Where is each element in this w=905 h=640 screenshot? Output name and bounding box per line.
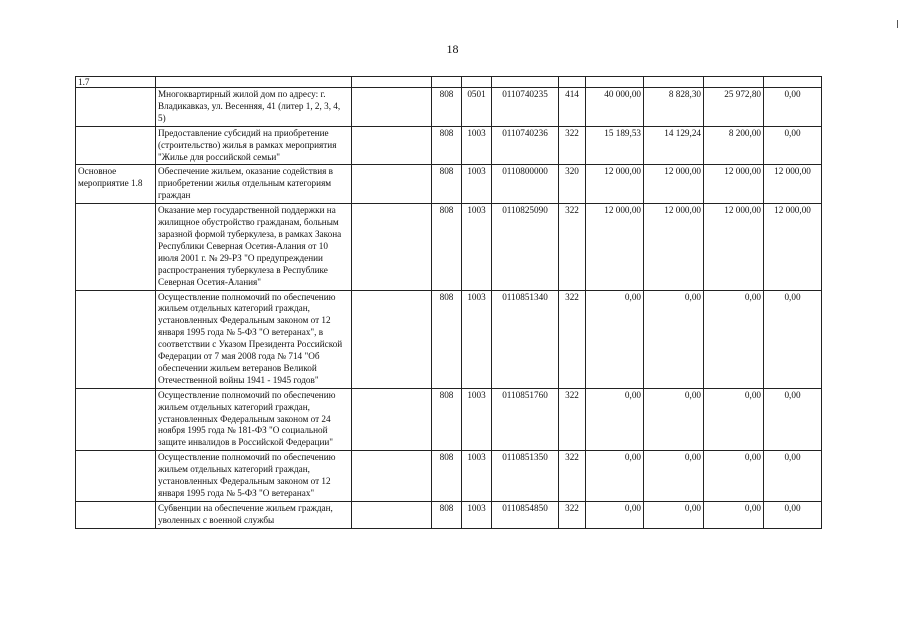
cell-code: [76, 451, 156, 502]
cell-target-article: 0110825090: [492, 204, 559, 290]
cell-amount-3: 0,00: [704, 290, 764, 388]
cell-section: 0501: [462, 88, 492, 127]
cell-amount-1: 0,00: [586, 388, 644, 451]
cell-expense-type: 322: [559, 451, 586, 502]
cell-col-3: [352, 451, 432, 502]
cell-expense-type: 320: [559, 165, 586, 204]
table-row: [76, 88, 822, 127]
cell-section: 1003: [462, 451, 492, 502]
cell-amount-4: 0,00: [764, 126, 822, 165]
cell-empty: [704, 77, 764, 88]
cell-empty: [432, 77, 462, 88]
cell-amount-4: 0,00: [764, 88, 822, 127]
cell-empty: [559, 77, 586, 88]
cell-name: Субвенции на обеспечение жильем граждан, уволенных с военной службы: [156, 501, 352, 528]
cell-name: Осуществление полномочий по обеспечению жильем отдельных категорий граждан, установленных Федеральным законом от 12 января 1995 года № 5-ФЗ "О ветеранах", в соответствии с Указом Президента Российской Федерации от 7 мая 2008 года № 714 "Об обеспечении жильем ветеранов Великой Отечественной войны 1941 - 1945 годов": [156, 290, 352, 388]
cell-section: 1003: [462, 290, 492, 388]
cell-grbs: 808: [432, 290, 462, 388]
cell-name: Обеспечение жильем, оказание содействия в приобретении жилья отдельным категориям граждан: [156, 165, 352, 204]
cell-section: 1003: [462, 501, 492, 528]
cell-section: 1003: [462, 165, 492, 204]
cell-code: [76, 88, 156, 127]
table-row: [76, 204, 822, 290]
cell-empty: [462, 77, 492, 88]
table-row: [76, 165, 822, 204]
cell-amount-1: 0,00: [586, 501, 644, 528]
cell-col-3: [352, 126, 432, 165]
cell-amount-2: 0,00: [644, 451, 704, 502]
cell-grbs: 808: [432, 501, 462, 528]
cell-name: Предоставление субсидий на приобретение (строительство) жилья в рамках мероприятия "Жилье для российской семьи": [156, 126, 352, 165]
cell-col-3: [352, 165, 432, 204]
cell-expense-type: 322: [559, 388, 586, 451]
table-row-1-7: [76, 77, 822, 88]
table-row: [76, 290, 822, 388]
cell-code: [76, 501, 156, 528]
table-row: [76, 451, 822, 502]
cell-empty: [644, 77, 704, 88]
cell-expense-type: 322: [559, 204, 586, 290]
cell-grbs: 808: [432, 126, 462, 165]
cell-amount-1: 12 000,00: [586, 165, 644, 204]
cell-name: Многоквартирный жилой дом по адресу: г. Владикавказ, ул. Весенняя, 41 (литер 1, 2, 3, 4, 5): [156, 88, 352, 127]
cell-empty: [492, 77, 559, 88]
page-number: 18: [446, 42, 459, 56]
cell-amount-3: 0,00: [704, 451, 764, 502]
cell-amount-4: 0,00: [764, 501, 822, 528]
cell-amount-3: 0,00: [704, 501, 764, 528]
cell-amount-4: 12 000,00: [764, 165, 822, 204]
cell-amount-2: 8 828,30: [644, 88, 704, 127]
cell-empty: [586, 77, 644, 88]
cell-grbs: 808: [432, 165, 462, 204]
cell-amount-3: 8 200,00: [704, 126, 764, 165]
cell-amount-1: 12 000,00: [586, 204, 644, 290]
cell-empty: [764, 77, 822, 88]
table-row: [76, 501, 822, 528]
cell-target-article: 0110740235: [492, 88, 559, 127]
cell-expense-type: 322: [559, 126, 586, 165]
cell-target-article: 0110854850: [492, 501, 559, 528]
cell-name: Осуществление полномочий по обеспечению жильем отдельных категорий граждан, установленных Федеральным законом от 24 ноября 1995 года № 181-ФЗ "О социальной защите инвалидов в Российской Федерации": [156, 388, 352, 451]
cell-col-3: [352, 204, 432, 290]
cell-amount-3: 25 972,80: [704, 88, 764, 127]
cell-target-article: 0110800000: [492, 165, 559, 204]
cell-col-3: [352, 388, 432, 451]
cell-amount-2: 0,00: [644, 290, 704, 388]
cell-col-3: [352, 88, 432, 127]
cell-amount-3: 12 000,00: [704, 204, 764, 290]
cell-expense-type: 322: [559, 290, 586, 388]
cell-amount-1: 15 189,53: [586, 126, 644, 165]
cell-target-article: 0110740236: [492, 126, 559, 165]
cell-amount-2: 14 129,24: [644, 126, 704, 165]
cell-section: 1003: [462, 388, 492, 451]
cell-section: 1003: [462, 126, 492, 165]
cell-code: [76, 388, 156, 451]
cell-target-article: 0110851350: [492, 451, 559, 502]
cell-code: [76, 204, 156, 290]
cell-amount-2: 12 000,00: [644, 204, 704, 290]
cell-name: Осуществление полномочий по обеспечению жильем отдельных категорий граждан, установленных Федеральным законом от 12 января 1995 года № 5-ФЗ "О ветеранах": [156, 451, 352, 502]
cell-amount-4: 0,00: [764, 451, 822, 502]
cell-code: [76, 126, 156, 165]
cell-amount-2: 0,00: [644, 501, 704, 528]
cell-code: 1.7: [76, 77, 156, 88]
table-row: [76, 126, 822, 165]
cell-col-3: [352, 501, 432, 528]
table-row: [76, 388, 822, 451]
cell-expense-type: 414: [559, 88, 586, 127]
cell-grbs: 808: [432, 388, 462, 451]
cell-grbs: 808: [432, 88, 462, 127]
cell-target-article: 0110851340: [492, 290, 559, 388]
cell-amount-4: 0,00: [764, 388, 822, 451]
cell-amount-2: 0,00: [644, 388, 704, 451]
cell-amount-1: 0,00: [586, 451, 644, 502]
cell-code: Основное мероприятие 1.8: [76, 165, 156, 204]
cell-amount-3: 0,00: [704, 388, 764, 451]
cell-amount-4: 12 000,00: [764, 204, 822, 290]
cell-amount-1: 40 000,00: [586, 88, 644, 127]
cell-amount-1: 0,00: [586, 290, 644, 388]
cell-amount-2: 12 000,00: [644, 165, 704, 204]
cell-empty: [352, 77, 432, 88]
scan-edge-mark: [897, 20, 898, 28]
cell-amount-4: 0,00: [764, 290, 822, 388]
cell-amount-3: 12 000,00: [704, 165, 764, 204]
cell-grbs: 808: [432, 451, 462, 502]
cell-code: [76, 290, 156, 388]
cell-name: Оказание мер государственной поддержки на жилищное обустройство гражданам, больным заразной формой туберкулеза, в рамках Закона Республики Северная Осетия-Алания от 10 июля 2001 г. № 29-РЗ "О предупреждении распространения туберкулеза в Республике Северная Осетия-Алания": [156, 204, 352, 290]
cell-section: 1003: [462, 204, 492, 290]
cell-target-article: 0110851760: [492, 388, 559, 451]
cell-expense-type: 322: [559, 501, 586, 528]
cell-empty: [156, 77, 352, 88]
budget-table: [75, 76, 822, 529]
cell-grbs: 808: [432, 204, 462, 290]
table-body: [76, 77, 822, 529]
cell-col-3: [352, 290, 432, 388]
